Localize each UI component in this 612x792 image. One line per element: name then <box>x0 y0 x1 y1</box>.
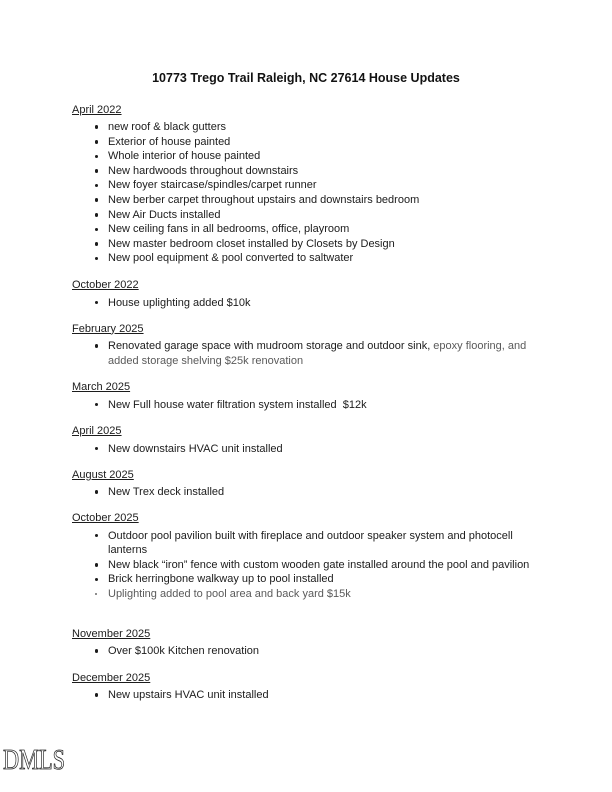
update-list <box>72 120 541 266</box>
list-item: Exterior of house painted <box>72 135 541 150</box>
list-item: Whole interior of house painted <box>72 149 541 164</box>
update-list <box>72 339 541 368</box>
section-april-2025 <box>72 424 542 456</box>
list-item: New Air Ducts installed <box>72 208 541 223</box>
section-heading: April 2025 <box>72 425 122 437</box>
list-item: Uplighting added to pool area and back yard $15k <box>72 587 541 602</box>
dmls-watermark-logo <box>1 742 91 781</box>
dmls-watermark-text: DMLS <box>3 745 65 776</box>
list-item: Over $100k Kitchen renovation <box>72 644 541 659</box>
section-heading: February 2025 <box>72 322 144 335</box>
list-item: new roof & black gutters <box>72 120 541 135</box>
section-december-2025 <box>72 671 542 703</box>
section-heading: October 2022 <box>72 279 139 291</box>
list-item: Brick herringbone walkway up to pool installed <box>72 572 541 587</box>
section-heading: December 2025 <box>72 671 151 684</box>
list-item: Outdoor pool pavilion built with fireplace and outdoor speaker system and photocell lanterns <box>72 529 541 558</box>
section-october-2022 <box>72 278 542 310</box>
list-item: New pool equipment & pool converted to saltwater <box>72 251 541 266</box>
section-april-2022 <box>72 103 542 266</box>
update-list <box>72 688 541 703</box>
list-item: New Trex deck installed <box>72 485 541 500</box>
update-list <box>72 485 541 500</box>
list-item: New master bedroom closet installed by Closets by Design <box>72 237 541 252</box>
section-march-2025 <box>72 380 542 412</box>
section-heading: November 2025 <box>72 627 151 640</box>
update-list <box>72 442 541 457</box>
list-item: New foyer staircase/spindles/carpet runner <box>72 178 541 193</box>
list-item: New downstairs HVAC unit installed <box>72 442 541 457</box>
section-heading: March 2025 <box>72 381 131 393</box>
list-item: House uplighting added $10k <box>72 296 541 311</box>
section-november-2025 <box>72 627 542 659</box>
section-heading: August 2025 <box>72 468 134 481</box>
section-heading: October 2025 <box>72 512 139 524</box>
update-list <box>72 296 541 311</box>
list-item: New ceiling fans in all bedrooms, office, playroom <box>72 222 541 237</box>
section-august-2025 <box>72 468 542 500</box>
section-october-2025 <box>72 511 542 601</box>
section-heading: April 2022 <box>72 103 122 116</box>
update-list <box>72 644 541 659</box>
update-list <box>72 529 541 602</box>
list-item: New upstairs HVAC unit installed <box>72 688 541 703</box>
list-item: New black “iron” fence with custom wooden gate installed around the pool and pavilion <box>72 558 541 573</box>
list-item: New hardwoods throughout downstairs <box>72 164 541 179</box>
page-title: 10773 Trego Trail Raleigh, NC 27614 House Updates <box>152 71 460 85</box>
list-item: Renovated garage space with mudroom storage and outdoor sink, epoxy flooring, and added storage shelving $25k renovation <box>72 339 541 368</box>
list-item: New berber carpet throughout upstairs and downstairs bedroom <box>72 193 541 208</box>
list-item: New Full house water filtration system installed $12k <box>72 398 541 413</box>
muted-text: epoxy flooring, and added storage shelving $25k renovation <box>108 340 527 367</box>
section-february-2025 <box>72 322 542 369</box>
update-list <box>72 398 541 413</box>
